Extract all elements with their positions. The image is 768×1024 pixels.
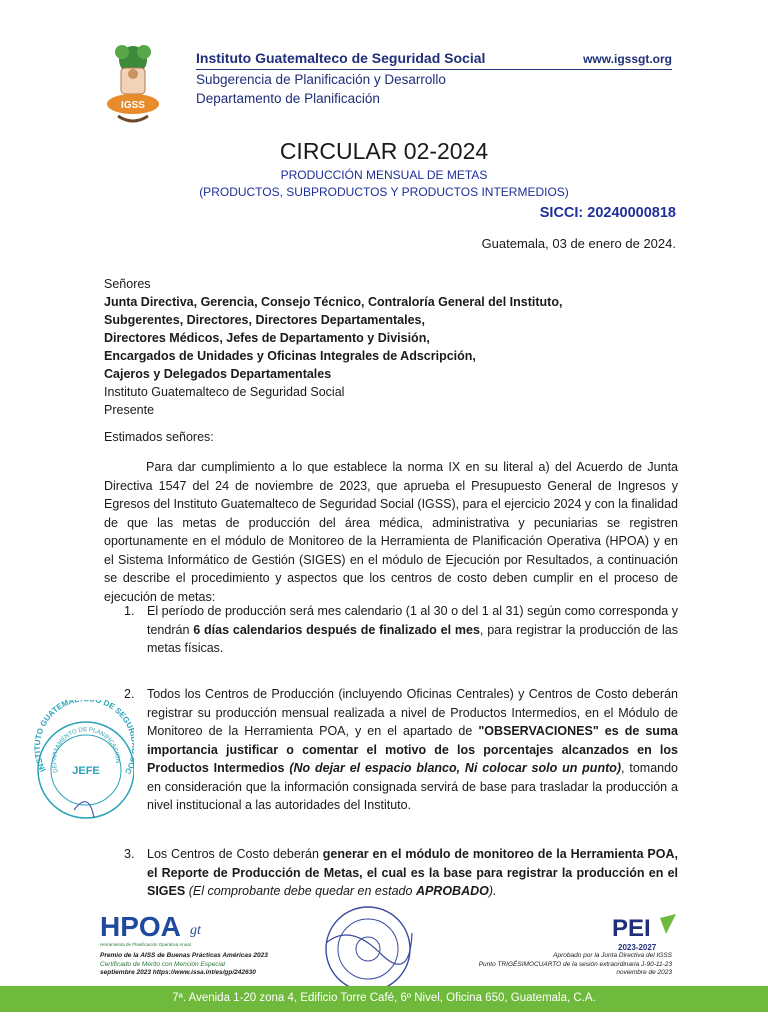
website-link[interactable]: www.igssgt.org bbox=[583, 52, 672, 66]
award-info bbox=[100, 952, 268, 978]
addressee-line: Cajeros y Delegados Departamentales bbox=[104, 367, 332, 381]
seal-inner-text: DEPARTAMENTO DE PLANIFICACIÓN bbox=[51, 727, 121, 774]
sicci-number: SICCI: 20240000818 bbox=[539, 205, 676, 221]
list-item bbox=[124, 685, 678, 815]
approval-line: noviembre de 2023 bbox=[616, 969, 672, 976]
approval-line: Aprobado por la Junta Directiva del IGSS bbox=[553, 952, 672, 959]
item-bold-text: "OBSERVACIONES" es de suma importancia justificar o comentar el motivo de los porcentajes alcanzados en los Productos Intermedios bbox=[147, 724, 678, 775]
document-date: Guatemala, 03 de enero de 2024. bbox=[481, 236, 676, 251]
addressee-line: Encargados de Unidades y Oficinas Integrales de Adscripción, bbox=[104, 349, 476, 363]
circular-subtitle: PRODUCCIÓN MENSUAL DE METAS bbox=[280, 168, 488, 182]
presente: Presente bbox=[104, 403, 155, 417]
addressee-line: Subgerentes, Directores, Directores Departamentales, bbox=[104, 313, 425, 327]
departamento: Departamento de Planificación bbox=[196, 91, 380, 106]
seal-center-text: JEFE bbox=[72, 765, 100, 777]
footer-address: 7ª. Avenida 1-20 zona 4, Edificio Torre Café, 6º Nivel, Oficina 650, Guatemala, C.A. bbox=[172, 992, 596, 1004]
item-italic-text: ). bbox=[488, 884, 497, 898]
item-number: 3. bbox=[124, 847, 135, 861]
award-line: septiembre 2023 https://www.issa.int/es/gp/242630 bbox=[100, 969, 256, 976]
list-item bbox=[124, 602, 678, 658]
award-line: Certificado de Mérito con Mención Especial bbox=[100, 960, 226, 968]
circular-title: CIRCULAR 02-2024 bbox=[279, 138, 489, 164]
item-bold-text: generar en el módulo de monitoreo de la Herramienta POA, el Reporte de Producción de Metas, el cual es la base para registrar la producción en el SIGES bbox=[147, 847, 678, 898]
header-divider bbox=[196, 69, 672, 70]
subgerencia: Subgerencia de Planificación y Desarrollo bbox=[196, 72, 446, 87]
svg-text:gt: gt bbox=[190, 923, 201, 938]
approval-line: Punto TRIGÉSIMOCUARTO de la sesión extraordinaria J-90-11-23 bbox=[478, 960, 672, 968]
greeting: Estimados señores: bbox=[104, 430, 214, 444]
seal-ring-text: INSTI TO GUATEMA O DE SEGU C bbox=[34, 700, 134, 776]
intro-text: Para dar cumplimiento a lo que establece la norma IX en su literal a) del Acuerdo de Junta Directiva 1547 del 24 de noviembre de 2023, que aprueba el Presupuesto General de Ingresos y Egresos del Instituto Guatemalteco de Seguridad Social (IGSS), para el ejercicio 2024 y con la finalidad de que las metas de producción del área médica, administrativa y pecuniarias se registren oportunamente en el módulo de Monitoreo de la Herramienta de Planificación Operativa (HPOA) y en el Sistema Informático de Gestión (SIGES) en el módulo de Ejecución por Resultados, a continuación se describe el procedimiento y aspectos que los centros de costo deben cumplir en el proceso de ejecución de metas: bbox=[104, 460, 678, 604]
addressees bbox=[104, 275, 562, 419]
svg-text:IGSS: IGSS bbox=[121, 100, 145, 111]
seal-stamp bbox=[34, 700, 134, 830]
item-text: , tomando en consideración que la información consignada servirá de base para trasladar la producción a nivel institucional a las autoridades del Instituto. bbox=[147, 761, 678, 812]
item-text: , para registrar la producción de las metas físicas. bbox=[147, 622, 679, 655]
organization-name: Instituto Guatemalteco de Seguridad Social bbox=[196, 50, 486, 66]
igss-logo bbox=[98, 38, 168, 128]
svg-text:HPOA: HPOA bbox=[100, 911, 181, 942]
item-italic-text: (El comprobante debe quedar en estado bbox=[185, 884, 416, 898]
intro-paragraph bbox=[104, 458, 678, 606]
pei-logo bbox=[610, 912, 680, 956]
salutation: Señores bbox=[104, 277, 151, 291]
item-bold-text: 6 días calendarios después de finalizado el mes bbox=[193, 622, 480, 637]
item-text: Todos los Centros de Producción (incluyendo Oficinas Centrales) y Centros de Costo deberán registrar su producción mensual realizada a nivel de Productos Intermedios, en el Módulo de Monitoreo de la Herramienta POA, y en el apartado de bbox=[147, 687, 678, 738]
item-number: 2. bbox=[124, 687, 135, 701]
hpoa-logo bbox=[100, 906, 220, 952]
item-text: Los Centros de Costo deberán bbox=[147, 847, 323, 861]
signature-seal bbox=[320, 903, 414, 997]
addressee-institution: Instituto Guatemalteco de Seguridad Social bbox=[104, 385, 345, 399]
circular-subtitle-detail: (PRODUCTOS, SUBPRODUCTOS Y PRODUCTOS INTERMEDIOS) bbox=[199, 185, 569, 199]
svg-text:2023-2027: 2023-2027 bbox=[618, 943, 657, 952]
award-line: Premio de la AISS de Buenas Prácticas Américas 2023 bbox=[100, 952, 268, 959]
item-bold-italic-text: APROBADO bbox=[415, 884, 489, 898]
list-item bbox=[124, 845, 678, 901]
svg-text:PEI: PEI bbox=[612, 915, 651, 942]
svg-text:Herramienta de Planificación O: Herramienta de Planificación Operativa Anual bbox=[100, 942, 191, 947]
item-text: El período de producción será mes calendario (1 al 30 o del 1 al 31) según como corresponda y tendrán bbox=[147, 604, 678, 637]
approval-info bbox=[479, 952, 672, 978]
addressee-line: Junta Directiva, Gerencia, Consejo Técnico, Contraloría General del Instituto, bbox=[104, 295, 563, 309]
addressee-line: Directores Médicos, Jefes de Departamento y División, bbox=[104, 331, 430, 345]
item-bold-italic-text: (No dejar el espacio blanco, Ni colocar solo un punto) bbox=[289, 761, 622, 775]
item-number: 1. bbox=[124, 604, 135, 618]
